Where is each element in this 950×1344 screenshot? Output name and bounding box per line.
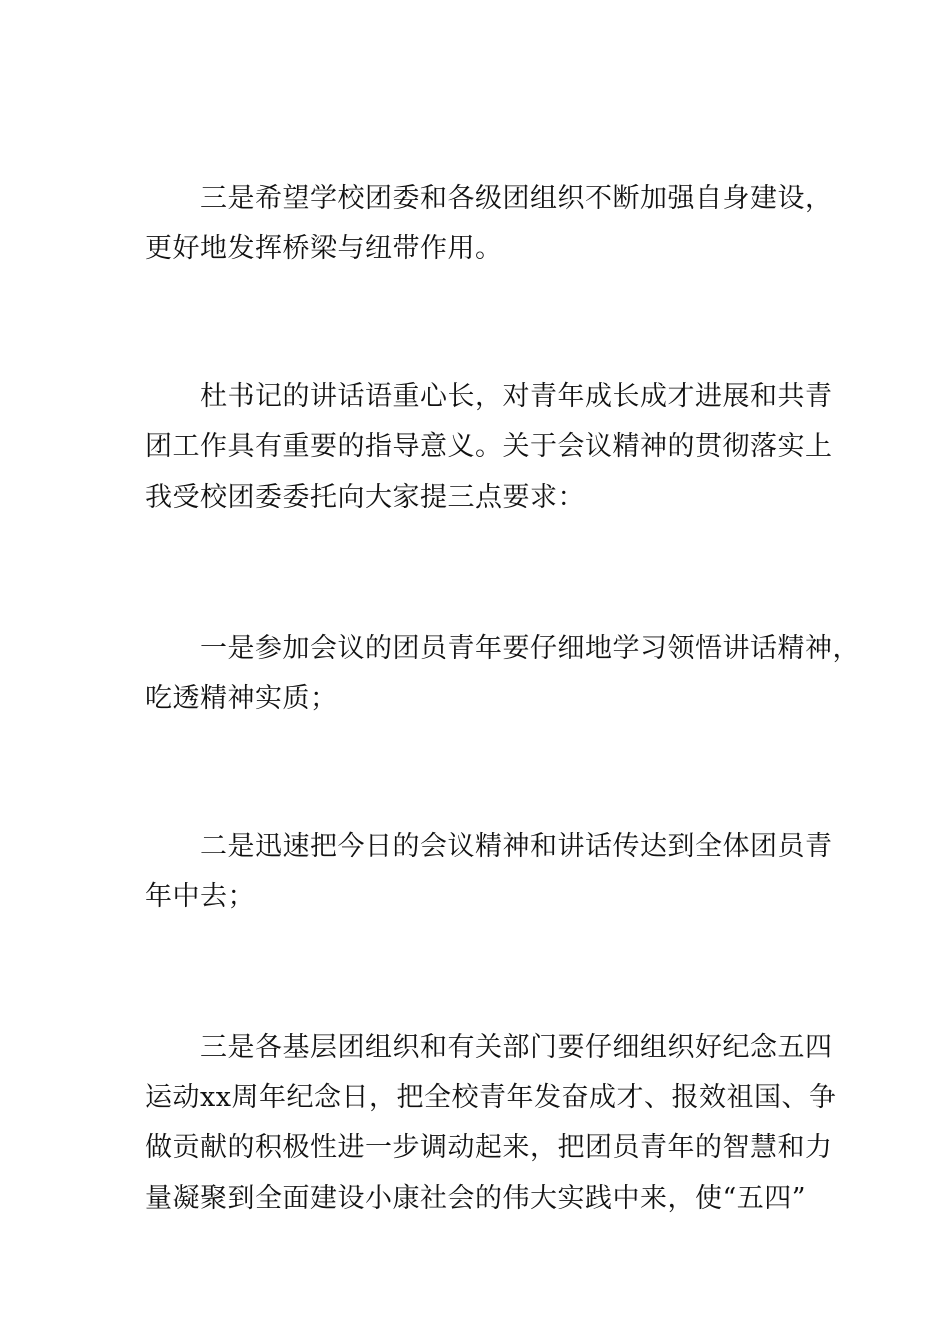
paragraph-1-line-1: 三是希望学校团委和各级团组织不断加强自身建设， <box>200 183 833 214</box>
paragraph-5-line-2: 运动xx周年纪念日，把全校青年发奋成才、报效祖国、争 <box>145 1082 837 1113</box>
paragraph-4-line-2: 年中去； <box>145 881 255 912</box>
paragraph-2-line-1: 杜书记的讲话语重心长，对青年成长成才进展和共青 <box>200 381 833 412</box>
paragraph-5-line-3: 做贡献的积极性进一步调动起来，把团员青年的智慧和力 <box>145 1132 833 1163</box>
paragraph-2-line-3: 我受校团委委托向大家提三点要求： <box>145 482 585 513</box>
paragraph-3-line-2: 吃透精神实质； <box>145 683 338 714</box>
paragraph-1-line-2: 更好地发挥桥梁与纽带作用。 <box>145 233 503 264</box>
paragraph-5-line-1: 三是各基层团组织和有关部门要仔细组织好纪念五四 <box>200 1032 833 1063</box>
paragraph-4-line-1: 二是迅速把今日的会议精神和讲话传达到全体团员青 <box>200 831 833 862</box>
paragraph-2-line-2: 团工作具有重要的指导意义。关于会议精神的贯彻落实上 <box>145 431 833 462</box>
paragraph-3-line-1: 一是参加会议的团员青年要仔细地学习领悟讲话精神， <box>200 633 860 664</box>
paragraph-5-line-4: 量凝聚到全面建设小康社会的伟大实践中来，使“五四” <box>145 1183 807 1214</box>
